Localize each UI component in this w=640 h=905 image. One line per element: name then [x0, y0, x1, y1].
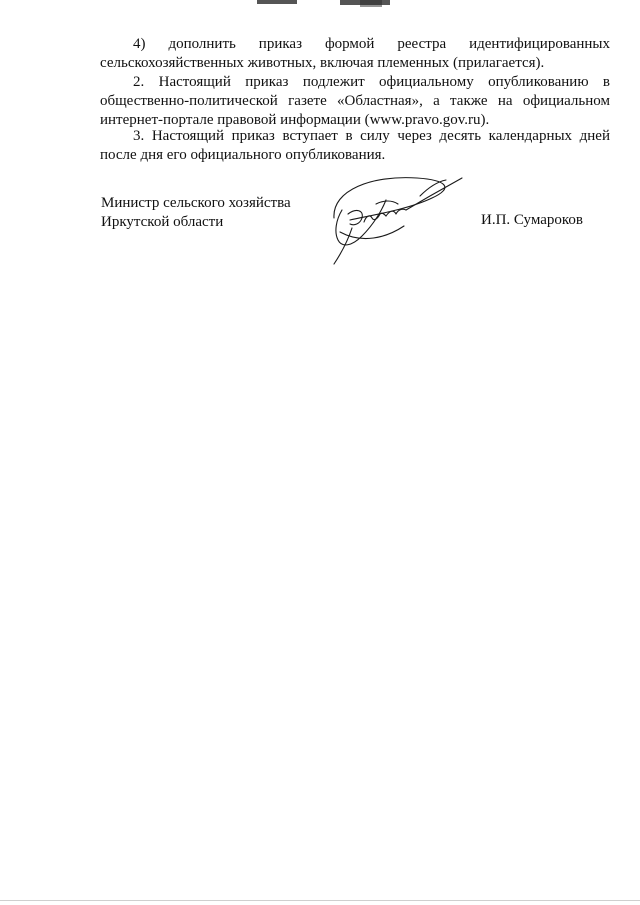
signatory-position: [101, 194, 291, 232]
scan-artifact: [257, 0, 297, 4]
signatory-name: И.П. Сумароков: [481, 212, 584, 228]
page-edge: [0, 900, 640, 901]
item-3-line-2: после дня его официального опубликования.: [100, 147, 386, 163]
item-4-line-1: 4) дополнить приказ формой реестра идентифицированных: [133, 36, 610, 52]
item-3-line-1: 3. Настоящий приказ вступает в силу через десять календарных дней: [133, 128, 610, 144]
item-2-line-3: интернет-портале правовой информации (www.pravo.gov.ru).: [100, 112, 490, 128]
handwritten-signature: [312, 170, 472, 270]
item-2-line-1: 2. Настоящий приказ подлежит официальному опубликованию в: [133, 74, 610, 90]
scan-artifact: [360, 0, 382, 7]
signatory-position-line-2: Иркутской области: [101, 214, 224, 230]
item-4-line-2: сельскохозяйственных животных, включая племенных (прилагается).: [100, 55, 545, 71]
signatory-position-line-1: Министр сельского хозяйства: [101, 195, 291, 211]
item-2-line-2: общественно-политической газете «Областная», а также на официальном: [100, 93, 610, 109]
